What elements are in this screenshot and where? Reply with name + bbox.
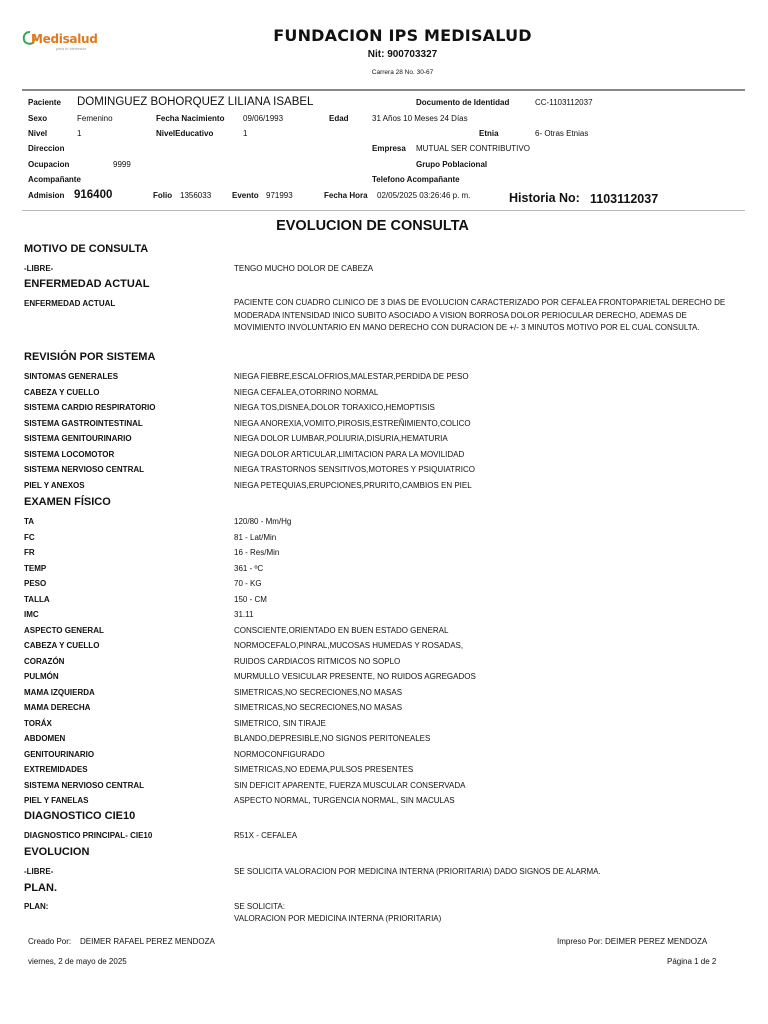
enfermedad-value: PACIENTE CON CUADRO CLINICO DE 3 DIAS DE EVOLUCION CARACTERIZADO POR CEFALEA FRONTOPARIETAL DERECHO DE MODERADA INTENSIDAD INICO SUBITO ASOCIADO A VISION BORROSA DOLOR PERIOCULAR DERECHO, ADEMAS DE MOVIMIENTO INVOLUNTARIO EN MANO DERECHO CON DURACION DE +/- 3 MINUTOS MOTIVO POR EL CUAL CONSULTA.	[234, 298, 726, 333]
revision-row-value: NIEGA ANOREXIA,VOMITO,PIROSIS,ESTREÑIMIENTO,COLICO	[234, 418, 471, 428]
logo-text: Medisalud	[31, 32, 98, 46]
revision-row-key: SISTEMA LOCOMOTOR	[24, 449, 115, 459]
plan-heading: PLAN.	[24, 882, 57, 894]
revision-row-key: SISTEMA CARDIO RESPIRATORIO	[24, 403, 156, 412]
empresa-value: MUTUAL SER CONTRIBUTIVO	[416, 144, 530, 153]
examen-row-key: TEMP	[24, 563, 47, 573]
examen-row-key: SISTEMA NERVIOSO CENTRAL	[24, 780, 145, 790]
evolucion-value: SE SOLICITA VALORACION POR MEDICINA INTERNA (PRIORITARIA) DADO SIGNOS DE ALARMA.	[234, 867, 601, 876]
evolucion-heading: EVOLUCION	[24, 846, 90, 858]
telefono-acompanante-label: Telefono Acompañante	[372, 175, 460, 184]
revision-row-value: NIEGA TRASTORNOS SENSITIVOS,MOTORES Y PSIQUIATRICO	[234, 465, 475, 474]
institution-title: FUNDACION IPS MEDISALUD	[273, 26, 532, 45]
edad-value: 31 Años 10 Meses 24 Días	[372, 114, 468, 123]
etnia-label: Etnia	[479, 129, 499, 138]
examen-row-value: NORMOCONFIGURADO	[234, 749, 325, 759]
nivel-educativo-value: 1	[243, 129, 248, 138]
diagnostico-heading: DIAGNOSTICO CIE10	[24, 810, 136, 822]
acompanante-label: Acompañante	[28, 175, 81, 184]
paciente-value: DOMINGUEZ BOHORQUEZ LILIANA ISABEL	[77, 96, 314, 108]
examen-row-value: MURMULLO VESICULAR PRESENTE, NO RUIDOS AGREGADOS	[234, 672, 476, 681]
documento-value: CC-1103112037	[535, 98, 593, 107]
enfermedad-heading: ENFERMEDAD ACTUAL	[24, 278, 150, 290]
logo-tagline: para tu bienestar	[56, 46, 87, 51]
examen-row-value: NORMOCEFALO,PINRAL,MUCOSAS HUMEDAS Y ROSADAS,	[234, 641, 464, 650]
examen-row-value: SIMETRICAS,NO SECRECIONES,NO MASAS	[234, 703, 403, 712]
empresa-label: Empresa	[372, 144, 406, 153]
section-title: EVOLUCION DE CONSULTA	[276, 218, 469, 234]
revision-row-key: PIEL Y ANEXOS	[24, 480, 85, 490]
examen-row-key: ABDOMEN	[24, 734, 66, 743]
examen-row-value: ASPECTO NORMAL, TURGENCIA NORMAL, SIN MACULAS	[234, 796, 455, 805]
examen-row-value: RUIDOS CARDIACOS RITMICOS NO SOPLO	[234, 656, 401, 666]
patient-bottom-divider	[22, 210, 745, 211]
examen-row-value: 16 - Res/Min	[234, 548, 280, 557]
revision-row-key: SINTOMAS GENERALES	[24, 372, 119, 381]
institution-address: Carrera 28 No. 30-67	[371, 69, 434, 76]
page-number: Página 1 de 2	[667, 957, 717, 966]
paciente-label: Paciente	[28, 98, 61, 107]
header-top-divider	[22, 89, 745, 91]
folio-label: Folio	[153, 191, 173, 200]
examen-row-key: MAMA DERECHA	[24, 703, 91, 712]
examen-row-value: 120/80 - Mm/Hg	[234, 517, 292, 526]
examen-row-value: SIN DEFICIT APARENTE, FUERZA MUSCULAR CONSERVADA	[234, 780, 466, 790]
examen-row-value: SIMETRICAS,NO SECRECIONES,NO MASAS	[234, 687, 403, 697]
examen-row-value: 31.11	[234, 610, 254, 619]
ocupacion-value: 9999	[113, 160, 131, 169]
enfermedad-key: ENFERMEDAD ACTUAL	[24, 299, 116, 308]
examen-row-key: PIEL Y FANELAS	[24, 796, 89, 805]
examen-row-key: FC	[24, 532, 35, 542]
examen-row-value: SIMETRICO, SIN TIRAJE	[234, 718, 326, 728]
fecha-hora-value: 02/05/2025 03:26:46 p. m.	[377, 191, 471, 200]
revision-row-key: SISTEMA GASTROINTESTINAL	[24, 418, 143, 428]
examen-row-key: GENITOURINARIO	[24, 749, 95, 759]
revision-row-value: NIEGA TOS,DISNEA,DOLOR TORAXICO,HEMOPTISIS	[234, 403, 435, 412]
sexo-label: Sexo	[28, 114, 48, 123]
revision-row-value: NIEGA DOLOR LUMBAR,POLIURIA,DISURIA,HEMATURIA	[234, 434, 448, 443]
plan-key: PLAN:	[24, 902, 49, 911]
edad-label: Edad	[329, 114, 349, 123]
evento-label: Evento	[232, 191, 259, 200]
institution-nit: Nit: 900703327	[367, 49, 438, 60]
admision-label: Admision	[28, 191, 65, 200]
nivel-educativo-label: NivelEducativo	[156, 129, 214, 138]
documento-label: Documento de Identidad	[416, 98, 510, 107]
examen-heading: EXAMEN FÍSICO	[24, 496, 111, 508]
impreso-por: Impreso Por: DEIMER PEREZ MENDOZA	[557, 937, 708, 946]
revision-row-value: NIEGA CEFALEA,OTORRINO NORMAL	[234, 387, 379, 397]
evolucion-key: -LIBRE-	[24, 867, 54, 876]
examen-row-value: 70 - KG	[234, 579, 262, 588]
plan-line-2: VALORACION POR MEDICINA INTERNA (PRIORITARIA)	[234, 914, 442, 923]
ocupacion-label: Ocupacion	[28, 160, 70, 169]
grupo-poblacional-label: Grupo Poblacional	[416, 160, 488, 169]
revision-row-value: NIEGA DOLOR ARTICULAR,LIMITACION PARA LA MOVILIDAD	[234, 449, 465, 459]
examen-row-key: CABEZA Y CUELLO	[24, 641, 100, 650]
admision-value: 916400	[74, 189, 113, 201]
examen-row-key: IMC	[24, 610, 39, 619]
examen-row-value: CONSCIENTE,ORIENTADO EN BUEN ESTADO GENERAL	[234, 625, 449, 635]
examen-row-value: 150 - CM	[234, 594, 267, 604]
sexo-value: Femenino	[77, 114, 113, 123]
evento-value: 971993	[266, 191, 293, 200]
examen-row-key: PESO	[24, 579, 47, 588]
fecha-hora-label: Fecha Hora	[324, 191, 368, 200]
examen-row-value: 81 - Lat/Min	[234, 532, 277, 542]
examen-row-value: 361 - ºC	[234, 563, 264, 573]
revision-row-key: SISTEMA GENITOURINARIO	[24, 434, 132, 443]
examen-row-key: ASPECTO GENERAL	[24, 625, 104, 635]
diagnostico-key: DIAGNOSTICO PRINCIPAL- CIE10	[24, 831, 153, 840]
plan-line-1: SE SOLICITA:	[234, 902, 285, 911]
examen-row-key: PULMÓN	[24, 672, 59, 681]
diagnostico-value: R51X - CEFALEA	[234, 831, 298, 840]
motivo-heading: MOTIVO DE CONSULTA	[24, 243, 149, 255]
examen-row-key: TA	[24, 517, 35, 526]
examen-row-key: TALLA	[24, 594, 50, 604]
motivo-key: -LIBRE-	[24, 264, 54, 273]
fecha-nacimiento-label: Fecha Nacimiento	[156, 114, 225, 123]
examen-row-key: TORÁX	[24, 718, 52, 728]
folio-value: 1356033	[180, 191, 212, 200]
revision-row-key: CABEZA Y CUELLO	[24, 387, 100, 397]
revision-heading: REVISIÓN POR SISTEMA	[24, 351, 156, 363]
examen-row-value: BLANDO,DEPRESIBLE,NO SIGNOS PERITONEALES	[234, 734, 431, 743]
nivel-label: Nivel	[28, 129, 48, 138]
examen-row-key: CORAZÓN	[24, 656, 65, 666]
examen-row-value: SIMETRICAS,NO EDEMA,PULSOS PRESENTES	[234, 765, 414, 774]
examen-row-key: FR	[24, 548, 35, 557]
historia-value: 1103112037	[590, 192, 659, 206]
etnia-value: 6- Otras Etnias	[535, 129, 589, 138]
nivel-value: 1	[77, 129, 82, 138]
revision-row-value: NIEGA FIEBRE,ESCALOFRIOS,MALESTAR,PERDIDA DE PESO	[234, 372, 469, 381]
historia-label: Historia No:	[509, 191, 580, 205]
direccion-label: Direccion	[28, 144, 65, 153]
footer-date: viernes, 2 de mayo de 2025	[28, 957, 127, 966]
examen-row-key: EXTREMIDADES	[24, 765, 88, 774]
creado-por: Creado Por: DEIMER RAFAEL PEREZ MENDOZA	[28, 937, 215, 946]
examen-row-key: MAMA IZQUIERDA	[24, 687, 95, 697]
revision-row-key: SISTEMA NERVIOSO CENTRAL	[24, 465, 145, 474]
revision-row-value: NIEGA PETEQUIAS,ERUPCIONES,PRURITO,CAMBIOS EN PIEL	[234, 480, 472, 490]
motivo-value: TENGO MUCHO DOLOR DE CABEZA	[234, 264, 374, 273]
fecha-nacimiento-value: 09/06/1993	[243, 114, 284, 123]
